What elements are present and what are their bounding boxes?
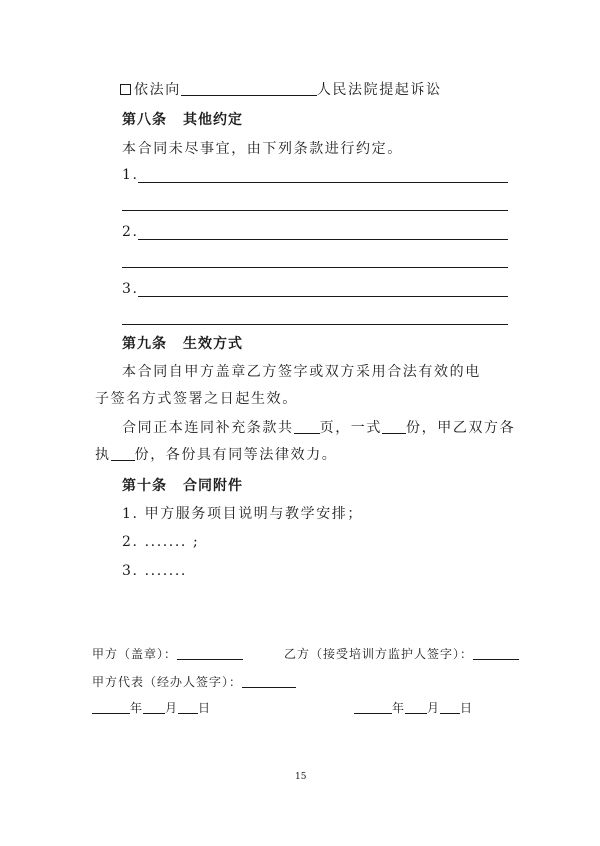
party-a-seal-blank[interactable] [177, 646, 243, 660]
article8-number: 第八条 [122, 112, 167, 128]
article8-item3-line2[interactable] [122, 324, 508, 325]
party-b-month-blank[interactable] [405, 700, 427, 714]
article10-heading [122, 476, 243, 496]
party-a-month-blank[interactable] [143, 700, 165, 714]
article10-number: 第十条 [122, 478, 167, 494]
article9-p2-line1: 合同正本连同补充条款共 页，一式 份，甲乙双方各 [122, 420, 516, 436]
party-a-year-blank[interactable] [92, 700, 130, 714]
article9-number: 第九条 [122, 336, 167, 352]
dispute-option-line [120, 80, 442, 100]
article10-title: 合同附件 [183, 478, 243, 494]
party-a-seal: 甲方（盖章）： [92, 645, 243, 663]
article8-item1-label: 1. [122, 167, 139, 183]
article9-heading [122, 334, 243, 354]
checkbox[interactable] [120, 84, 131, 95]
each-copies-blank[interactable] [111, 446, 135, 461]
article8-title: 其他约定 [183, 112, 243, 128]
court-blank[interactable] [181, 81, 317, 96]
article9-p1-line2: 子签名方式签署之日起生效。 [95, 391, 298, 407]
party-b-date: 年 月 日 [354, 699, 473, 717]
article8-item3-label: 3. [122, 281, 139, 297]
copies-blank[interactable] [382, 419, 406, 434]
article8-heading [122, 110, 243, 130]
party-b-day-blank[interactable] [440, 700, 460, 714]
page-number: 15 [295, 772, 307, 782]
article8-intro: 本合同未尽事宜，由下列条款进行约定。 [122, 141, 403, 157]
party-a-day-blank[interactable] [178, 700, 198, 714]
article8-item2-line2[interactable] [122, 267, 508, 268]
party-a-representative: 甲方代表（经办人签字）： [92, 673, 296, 691]
article9-p2-line2: 执 份，各份具有同等法律效力。 [95, 447, 338, 463]
article9-title: 生效方式 [183, 336, 243, 352]
party-a-rep-blank[interactable] [242, 674, 296, 688]
article10-item2: 2. ....... ; [122, 534, 200, 550]
dispute-suffix: 人民法院提起诉讼 [316, 82, 442, 98]
party-b-signature: 乙方（接受培训方监护人签字）： [284, 645, 519, 663]
article10-item1: 1. 甲方服务项目说明与教学安排； [122, 506, 364, 522]
article8-item3-line[interactable] [138, 296, 508, 297]
pages-blank[interactable] [294, 419, 320, 434]
article8-item2-label: 2. [122, 224, 139, 240]
party-b-year-blank[interactable] [354, 700, 392, 714]
article8-item2-line[interactable] [138, 239, 508, 240]
article10-item3: 3. ....... [122, 563, 187, 579]
article9-p1-line1: 本合同自甲方盖章乙方签字或双方采用合法有效的电 [122, 364, 481, 380]
article8-item1-line[interactable] [138, 182, 508, 183]
party-b-signature-blank[interactable] [473, 646, 519, 660]
dispute-prefix: 依法向 [134, 82, 181, 98]
article8-item1-line2[interactable] [122, 210, 508, 211]
party-a-date: 年 月 日 [92, 699, 211, 717]
